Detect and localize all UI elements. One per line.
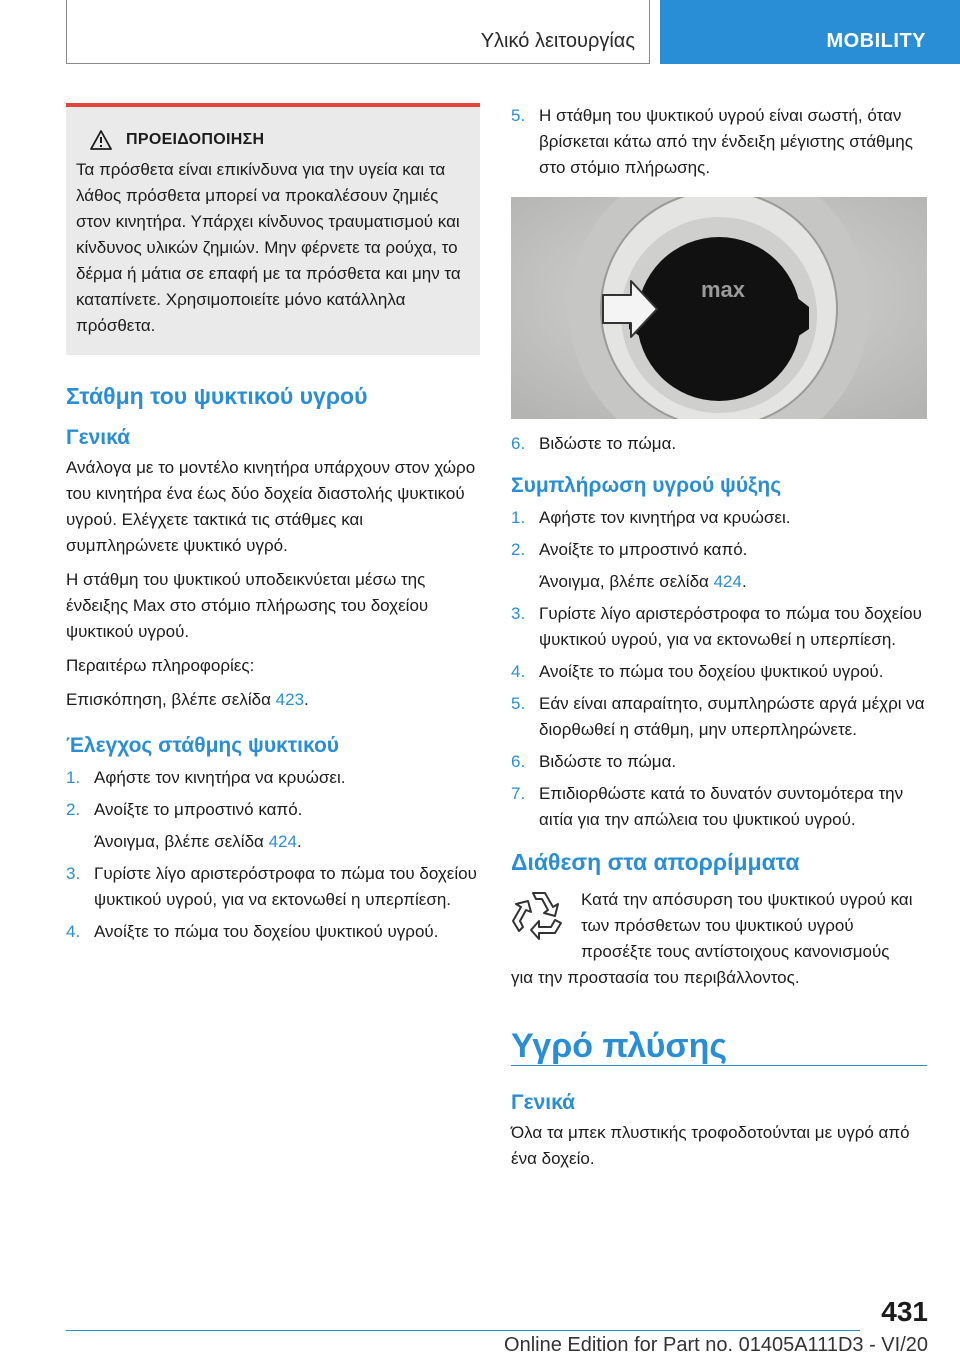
- list-item: [511, 659, 927, 685]
- step-text: Επιδιορθώστε κατά το δυνατόν συντομότερα την αιτία για την απώλεια του ψυκτικού υγρού.: [539, 784, 904, 829]
- step-text: Αφήστε τον κινητήρα να κρυώσει.: [94, 768, 346, 787]
- coolant-paragraph-3: Περαιτέρω πληροφορίες:: [66, 656, 255, 675]
- washer-heading: Υγρό πλύσης: [511, 1027, 728, 1065]
- recycle-icon: [511, 887, 567, 945]
- left-column: [66, 103, 480, 951]
- step-text: Γυρίστε λίγο αριστερόστροφα το πώμα του δοχείου ψυκτικού υγρού, για να εκτονωθεί η υπερπίεση.: [539, 604, 922, 649]
- page-number: 431: [881, 1296, 928, 1327]
- list-item: [511, 505, 927, 531]
- step-number: 7.: [511, 784, 526, 803]
- list-item: [66, 861, 480, 913]
- step-text: Η στάθμη του ψυκτικού υγρού είναι σωστή, όταν βρίσκεται κάτω από την ένδειξη μέγιστης στάθμης στο στόμιο πλήρωσης.: [539, 106, 913, 177]
- note-text: Άνοιγμα, βλέπε σελίδα: [94, 832, 269, 851]
- list-item: [511, 781, 927, 833]
- list-item: [511, 431, 927, 457]
- step-text: Ανοίξτε το πώμα του δοχείου ψυκτικού υγρού.: [94, 922, 439, 941]
- step-text: Γυρίστε λίγο αριστερόστροφα το πώμα του δοχείου ψυκτικού υγρού, για να εκτονωθεί η υπερπίεση.: [94, 864, 477, 909]
- footer-rule: [66, 1330, 860, 1331]
- step-number: 1.: [511, 508, 526, 527]
- header-section-title: Υλικό λειτουργίας: [480, 30, 635, 52]
- header-tab-label: MOBILITY: [826, 30, 926, 52]
- step-number: 2.: [511, 540, 526, 559]
- check-heading: Έλεγχος στάθμης ψυκτικού: [66, 734, 340, 757]
- list-item: [511, 601, 927, 653]
- step-text: Ανοίξτε το πώμα του δοχείου ψυκτικού υγρού.: [539, 662, 884, 681]
- step-text: Βιδώστε το πώμα.: [539, 434, 677, 453]
- step-text: Εάν είναι απαραίτητο, συμπληρώστε αργά μέχρι να διορθωθεί η στάθμη, μην υπερπληρώνετε.: [539, 694, 925, 739]
- warning-body: Τα πρόσθετα είναι επικίνδυνα για την υγεία και τα λάθος πρόσθετα μπορεί να προκαλέσουν ζημιές στον κινητήρα. Υπάρχει κίνδυνος τραυματισμού και κίνδυνος υλικών ζημιών. Μην φέρνετε τα ρούχα, το δέρμα ή μάτια σε επαφή με τα πρόσθετα και μην τα καταπίνετε. Χρησιμοποιείτε μόνο κατάλληλα πρόσθετα.: [76, 160, 461, 335]
- washer-general-heading: Γενικά: [511, 1091, 576, 1114]
- list-item: [66, 797, 480, 823]
- disposal-text-b: για την προστασία του περιβάλλοντος.: [511, 968, 800, 987]
- step-number: 6.: [511, 434, 526, 453]
- list-item: [511, 691, 927, 743]
- list-item: [511, 749, 927, 775]
- step-text: Ανοίξτε το μπροστινό καπό.: [94, 800, 303, 819]
- edition-text: Online Edition for Part no. 01405A111D3 - VI/20: [504, 1334, 928, 1356]
- warning-title: ΠΡΟΕΙΔΟΠΟΙΗΣΗ: [126, 131, 265, 148]
- period: .: [741, 572, 747, 591]
- washer-text: Όλα τα μπεκ πλυστικής τροφοδοτούνται με υγρό από ένα δοχείο.: [511, 1123, 910, 1168]
- header-section-box: [66, 0, 650, 64]
- period: .: [304, 690, 309, 709]
- disposal-block: [511, 887, 927, 965]
- refill-heading: Συμπλήρωση υγρού ψύξης: [511, 474, 782, 497]
- step-number: 6.: [511, 752, 526, 771]
- warning-box: [66, 103, 480, 355]
- coolant-general-heading: Γενικά: [66, 426, 131, 449]
- step-number: 2.: [66, 800, 81, 819]
- disposal-heading: Διάθεση στα απορρίμματα: [511, 849, 800, 875]
- page-link-424[interactable]: 424: [713, 572, 742, 591]
- step-number: 5.: [511, 106, 526, 125]
- coolant-paragraph-2: Η στάθμη του ψυκτικού υποδεικνύεται μέσω της ένδειξης Max στο στόμιο πλήρωσης του δοχείου ψυκτικού υγρού.: [66, 570, 429, 641]
- header-tab: [660, 0, 960, 64]
- warning-icon: [90, 130, 112, 150]
- step-note: [511, 569, 927, 595]
- right-column: [511, 103, 927, 1172]
- step-text: Βιδώστε το πώμα.: [539, 752, 677, 771]
- washer-heading-rule: [511, 1027, 927, 1066]
- step-text: Ανοίξτε το μπροστινό καπό.: [539, 540, 748, 559]
- step-number: 3.: [511, 604, 526, 623]
- step-number: 4.: [511, 662, 526, 681]
- step-number: 1.: [66, 768, 81, 787]
- list-item: [66, 919, 480, 945]
- step-number: 4.: [66, 922, 81, 941]
- coolant-heading: Στάθμη του ψυκτικού υγρού: [66, 383, 368, 409]
- page-link-423[interactable]: 423: [275, 690, 305, 709]
- period: .: [296, 832, 302, 851]
- page-link-424[interactable]: 424: [268, 832, 297, 851]
- list-item: [511, 537, 927, 563]
- step-text: Αφήστε τον κινητήρα να κρυώσει.: [539, 508, 791, 527]
- note-text: Άνοιγμα, βλέπε σελίδα: [539, 572, 714, 591]
- list-item: [511, 103, 927, 181]
- step-number: 5.: [511, 694, 526, 713]
- list-item: [66, 765, 480, 791]
- overview-ref-text: Επισκόπηση, βλέπε σελίδα: [66, 690, 276, 709]
- step-note: [66, 829, 480, 855]
- step-number: 3.: [66, 864, 81, 883]
- coolant-paragraph-4: [66, 687, 480, 713]
- coolant-paragraph-1: Ανάλογα με το μοντέλο κινητήρα υπάρχουν στον χώρο του κινητήρα ένα έως δύο δοχεία διαστολής ψυκτικού υγρού. Ελέγχετε τακτικά τις στάθμες και συμπληρώνετε ψυκτικό υγρό.: [66, 458, 476, 555]
- coolant-cap-photo: [511, 197, 927, 419]
- max-mark-label: max: [700, 277, 746, 302]
- disposal-text-a: Κατά την απόσυρση του ψυκτικού υγρού και των πρόσθετων του ψυκτικού υγρού προσέξτε τους αντίστοιχους κανονισμούς: [581, 890, 913, 961]
